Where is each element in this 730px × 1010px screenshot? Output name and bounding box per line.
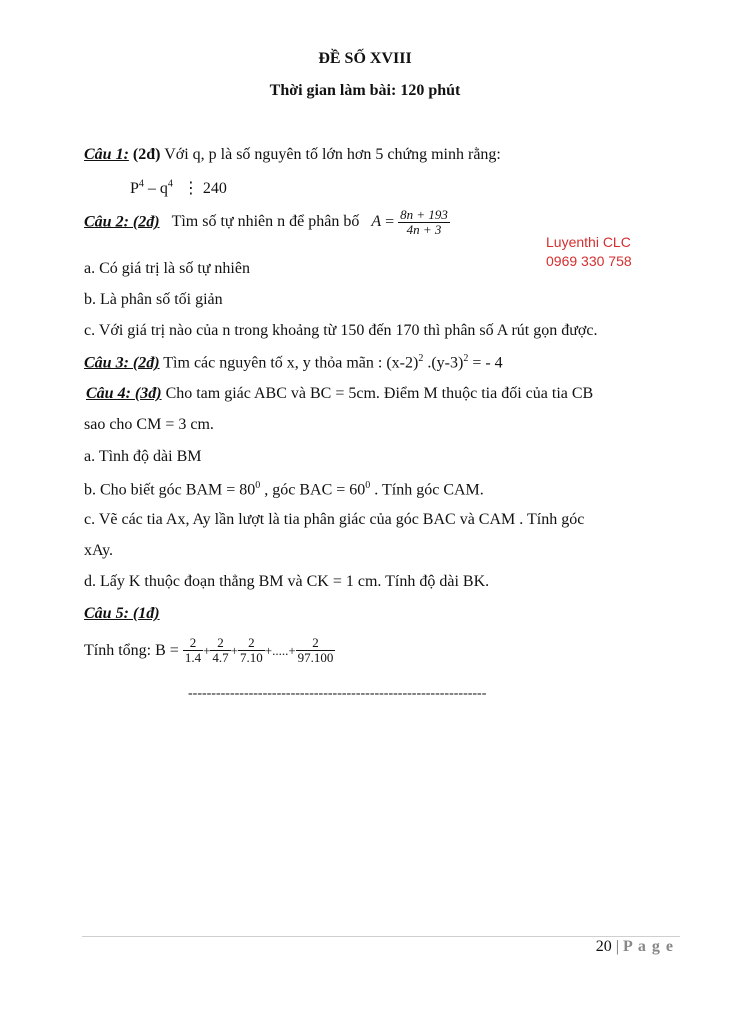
- q4-deg-1: 0: [255, 480, 261, 491]
- plus-2: +: [230, 642, 238, 658]
- expr-exp-1: 4: [138, 178, 144, 190]
- page-word: P a g e: [623, 938, 674, 955]
- question-2-c: c. Với giá trị nào của n trong khoảng từ 150 đến 170 thì phân số A rút gọn được.: [84, 322, 598, 339]
- question-4-line-2: sao cho CM = 3 cm.: [84, 416, 214, 433]
- question-4-d: d. Lấy K thuộc đoạn thẳng BM và CK = 1 cm. Tính độ dài BK.: [84, 573, 490, 590]
- question-3-label: Câu 3: (2đ): [84, 354, 160, 372]
- sum-term-2-den: 4.7: [212, 650, 229, 666]
- page-separator: |: [611, 938, 623, 955]
- stamp-line-2: 0969 330 758: [546, 253, 632, 269]
- sum-term-2: [210, 636, 230, 666]
- question-3-text-b: .(y-3): [423, 354, 464, 372]
- question-4-c-line-1: c. Vẽ các tia Ax, Ay lần lượt là tia phân giác của góc BAC và CAM . Tính góc: [84, 511, 585, 528]
- sum-term-4-num: 2: [296, 636, 336, 651]
- question-4-label: Câu 4: (3đ): [86, 385, 162, 402]
- stamp-line-1: Luyenthi CLC: [546, 234, 631, 250]
- question-4: [86, 385, 593, 403]
- question-4-b: [84, 480, 484, 499]
- sum-term-1: [183, 636, 203, 666]
- question-2-label: Câu 2: (2đ): [84, 213, 160, 231]
- question-3-text-c: = - 4: [468, 354, 503, 372]
- fraction-var: A: [371, 213, 382, 231]
- plus-1: +: [203, 642, 211, 658]
- question-1-text: Với q, p là số nguyên tố lớn hơn 5 chứng minh rằng:: [164, 146, 501, 163]
- question-5-sum: [84, 636, 335, 666]
- dashed-divider: ----------------------------------------------------------------: [188, 686, 487, 701]
- question-1-points: (2đ): [132, 146, 161, 163]
- plus-dots: +.....+: [264, 642, 296, 658]
- question-2: [84, 208, 450, 238]
- sum-term-3-den: 7.10: [240, 650, 263, 666]
- expr-minus: – q: [143, 180, 168, 197]
- expr-divides: ⋮ 240: [182, 180, 227, 197]
- equals-sign: =: [385, 213, 395, 231]
- question-1-expression: [130, 178, 227, 198]
- fraction-a: [398, 208, 450, 238]
- sum-term-1-den: 1.4: [184, 650, 202, 666]
- q3-exp-1: 2: [418, 353, 424, 364]
- question-2-text: Tìm số tự nhiên n để phân bố: [171, 213, 360, 231]
- question-5-prefix: Tính tổng: B =: [84, 641, 179, 659]
- q3-exp-2: 2: [463, 353, 469, 364]
- q4-b-part-2: , góc BAC = 60: [260, 481, 366, 499]
- expr-p: P: [130, 180, 139, 197]
- fraction-a-numerator: 8n + 193: [400, 207, 448, 222]
- sum-term-4-den: 97.100: [297, 650, 334, 666]
- question-2-a: a. Có giá trị là số tự nhiên: [84, 260, 250, 277]
- document-subtitle: Thời gian làm bài: 120 phút: [269, 82, 461, 99]
- document-title: ĐỀ SỐ XVIII: [318, 50, 412, 67]
- q4-b-part-1: b. Cho biết góc BAM = 80: [84, 481, 256, 499]
- footer-rule: [82, 936, 680, 937]
- question-3: [84, 353, 503, 372]
- expr-exp-2: 4: [167, 178, 173, 190]
- question-1: [84, 146, 501, 164]
- question-3-text-a: Tìm các nguyên tố x, y thỏa mãn : (x-2): [163, 354, 419, 372]
- question-1-label: Câu 1:: [84, 146, 129, 163]
- question-5-label: Câu 5: (1đ): [84, 605, 160, 622]
- sum-term-3-num: 2: [238, 636, 265, 651]
- fraction-a-denominator: 4n + 3: [406, 222, 442, 238]
- question-4-a: a. Tình độ dài BM: [84, 448, 202, 465]
- question-4-line-1: Cho tam giác ABC và BC = 5cm. Điểm M thuộc tia đối của tia CB: [165, 385, 594, 402]
- sum-term-2-num: 2: [210, 636, 230, 651]
- question-2-b: b. Là phân số tối giản: [84, 291, 223, 308]
- sum-term-3: [238, 636, 265, 666]
- q4-b-part-3: . Tính góc CAM.: [370, 481, 484, 499]
- q4-deg-2: 0: [365, 480, 371, 491]
- page-footer: [596, 938, 674, 956]
- page-number: 20: [595, 938, 612, 955]
- sum-term-4: [296, 636, 336, 666]
- question-4-c-line-2: xAy.: [84, 542, 114, 559]
- sum-term-1-num: 2: [183, 636, 203, 651]
